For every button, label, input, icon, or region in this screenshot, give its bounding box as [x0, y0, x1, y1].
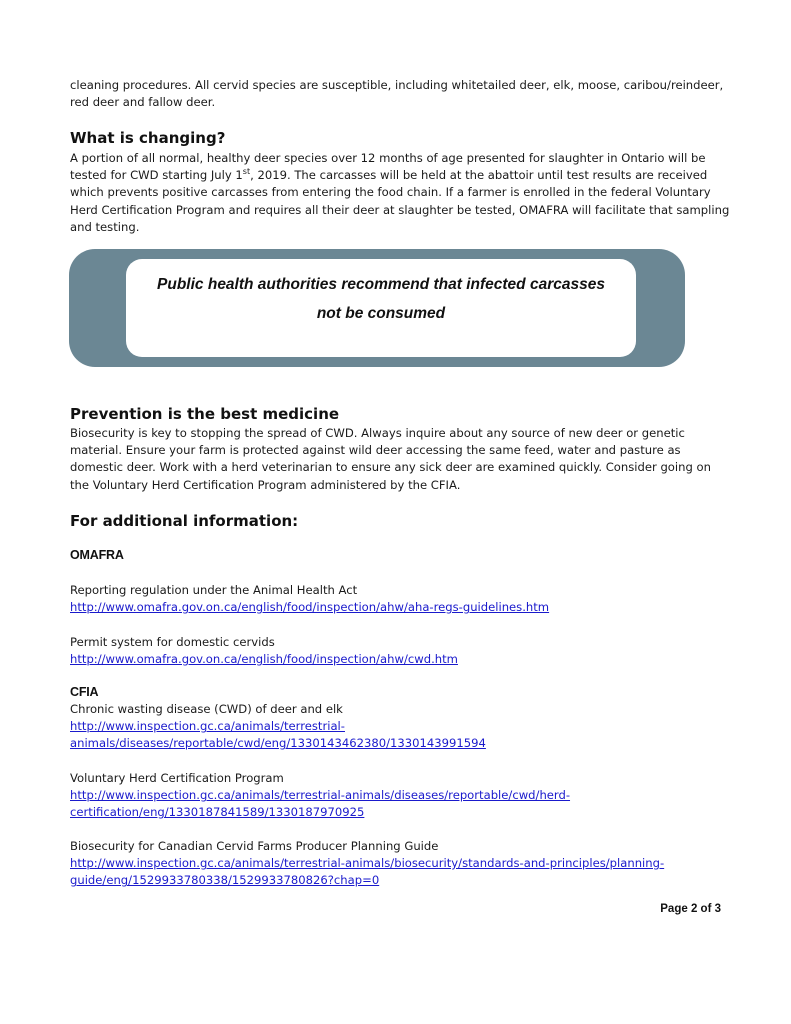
resource-label: Voluntary Herd Certification Program — [70, 771, 284, 785]
changing-text-b: , 2019. The carcasses will be held at the abattoir until test results are received which prevents positive carcasses from entering the food chain. If a farmer is enrolled in the federal Voluntary Herd Certification Program and requires all their deer at slaughter be tested, OMAFRA will facilitate that sampling and testing. — [70, 168, 730, 234]
section-heading-changing: What is changing? — [70, 129, 226, 147]
section-heading-prevention: Prevention is the best medicine — [70, 405, 340, 423]
page-total: 3 — [714, 903, 721, 915]
omafra-subheading: OMAFRA — [70, 548, 124, 562]
resource-entry-aha-regs — [70, 582, 730, 616]
superscript-st: st — [242, 167, 251, 177]
resource-link-line-2[interactable]: guide/eng/1529933780338/1529933780826?chap=0 — [70, 873, 380, 888]
page-number — [660, 903, 721, 915]
resource-link[interactable]: http://www.omafra.gov.on.ca/english/food/inspection/ahw/aha-regs-guidelines.htm — [70, 600, 550, 615]
resource-link-line-1[interactable]: http://www.inspection.gc.ca/animals/terrestrial-animals/diseases/reportable/cwd/herd- — [70, 788, 571, 803]
resource-entry-biosecurity-guide — [70, 838, 730, 890]
changing-paragraph — [70, 150, 730, 236]
resource-link[interactable]: http://www.omafra.gov.on.ca/english/food/inspection/ahw/cwd.htm — [70, 652, 458, 667]
resource-link-line-2[interactable]: certification/eng/1330187841589/1330187970925 — [70, 805, 365, 820]
resource-label: Reporting regulation under the Animal Health Act — [70, 583, 358, 597]
callout-text — [126, 270, 636, 328]
changing-text-a: A portion of all normal, healthy deer species over 12 months of age presented for slaughter in Ontario will be tested for CWD starting July 1 — [70, 151, 706, 183]
resource-label: Biosecurity for Canadian Cervid Farms Producer Planning Guide — [70, 839, 439, 853]
resource-link-line-1[interactable]: http://www.inspection.gc.ca/animals/terrestrial-animals/biosecurity/standards-and-principles/planning- — [70, 856, 665, 871]
callout-line-1: Public health authorities recommend that infected carcasses — [157, 276, 605, 293]
intro-paragraph: cleaning procedures. All cervid species are susceptible, including whitetailed deer, elk, moose, caribou/reindeer, red deer and fallow deer. — [70, 78, 724, 110]
resource-link-line-2[interactable]: animals/diseases/reportable/cwd/eng/1330143462380/1330143991594 — [70, 736, 486, 751]
resource-link-line-1[interactable]: http://www.inspection.gc.ca/animals/terrestrial- — [70, 719, 345, 734]
resource-label: Permit system for domestic cervids — [70, 635, 275, 649]
resource-entry-cervid-permits — [70, 634, 730, 668]
resource-entry-cwd-deer-elk — [70, 701, 730, 753]
page-current: 2 — [690, 903, 698, 915]
cfia-subheading: CFIA — [70, 685, 99, 699]
resource-label: Chronic wasting disease (CWD) of deer and elk — [70, 702, 343, 716]
page-mid: of — [697, 903, 715, 915]
resource-entry-herd-certification — [70, 770, 730, 822]
callout-line-2: not be consumed — [316, 305, 446, 322]
page-prefix: Page — [660, 903, 691, 915]
section-heading-additional: For additional information: — [70, 512, 299, 530]
prevention-paragraph: Biosecurity is key to stopping the spread of CWD. Always inquire about any source of new deer or genetic material. Ensure your farm is protected against wild deer accessing the same feed, water and pasture as domestic deer. Work with a herd veterinarian to ensure any sick deer are examined quickly. Consider going on the Voluntary Herd Certification Program administered by the CFIA. — [70, 426, 711, 492]
